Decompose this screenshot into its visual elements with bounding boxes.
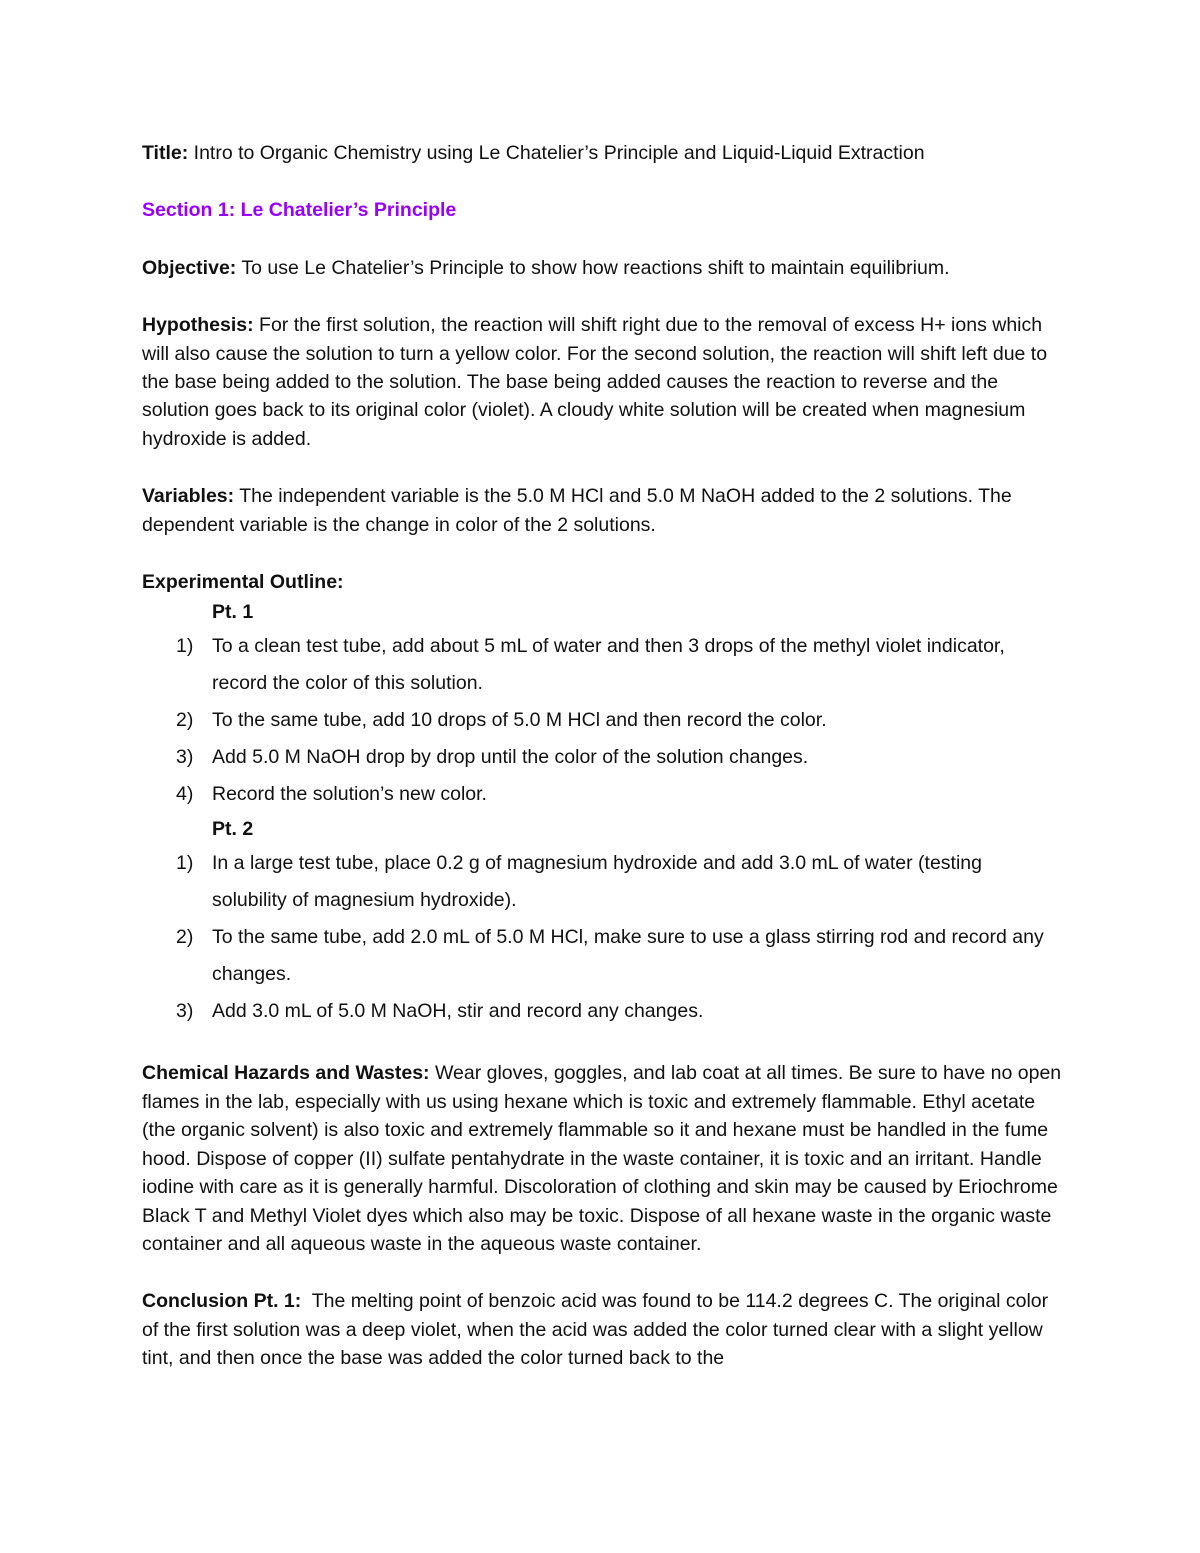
- section-1-heading: Section 1: Le Chatelier’s Principle: [142, 199, 457, 222]
- list-item: [142, 919, 1062, 993]
- part-2-label: Pt. 2: [212, 818, 254, 841]
- hypothesis-text: For the first solution, the reaction will shift right due to the removal of excess H+ ions which will also cause the solution to turn a yellow color. For the second solution, the reaction will shift left due to the base being added to the solution. The base being added causes the reaction to reverse and the solution goes back to its original color (violet). A cloudy white solution will be created when magnesium hydroxide is added.: [142, 314, 1048, 450]
- spacer: [142, 1030, 1062, 1059]
- objective-paragraph: [142, 254, 1062, 282]
- list-item: [142, 776, 1062, 813]
- list-item: [142, 739, 1062, 776]
- step-number: 1): [176, 635, 194, 658]
- step-text: To the same tube, add 2.0 mL of 5.0 M HCl, make sure to use a glass stirring rod and record any changes.: [212, 926, 1044, 986]
- conclusion-1-label: Conclusion Pt. 1:: [142, 1290, 302, 1313]
- step-text: Add 3.0 mL of 5.0 M NaOH, stir and record any changes.: [212, 1000, 704, 1023]
- title-text: Intro to Organic Chemistry using Le Chatelier’s Principle and Liquid-Liquid Extraction: [188, 142, 925, 164]
- conclusion-1-paragraph: [142, 1287, 1062, 1372]
- list-item: [142, 993, 1062, 1030]
- part-1-steps: [142, 628, 1062, 813]
- step-number: 1): [176, 852, 194, 875]
- step-number: 3): [176, 746, 194, 769]
- hazards-text: Wear gloves, goggles, and lab coat at all times. Be sure to have no open flames in the lab, especially with us using hexane which is toxic and extremely flammable. Ethyl acetate (the organic solvent) is also toxic and extremely flammable so it and hexane must be handled in the fume hood. Dispose of copper (II) sulfate pentahydrate in the waste container, it is toxic and an irritant. Handle iodine with care as it is generally harmful. Discoloration of clothing and skin may be caused by Eriochrome Black T and Methyl Violet dyes which also may be toxic. Dispose of all hexane waste in the organic waste container and all aqueous waste in the aqueous waste container.: [142, 1062, 1062, 1255]
- hypothesis-paragraph: [142, 311, 1062, 453]
- objective-text: To use Le Chatelier’s Principle to show how reactions shift to maintain equilibrium.: [236, 256, 950, 279]
- variables-label: Variables:: [142, 485, 235, 508]
- hazards-label: Chemical Hazards and Wastes:: [142, 1062, 430, 1085]
- title-label: Title:: [142, 142, 189, 164]
- list-item: [142, 845, 1062, 919]
- step-number: 4): [176, 783, 194, 806]
- list-item: [142, 628, 1062, 702]
- document-title: [142, 139, 1062, 167]
- hazards-paragraph: [142, 1059, 1062, 1258]
- step-text: Record the solution’s new color.: [212, 783, 487, 806]
- list-item: [142, 702, 1062, 739]
- variables-paragraph: [142, 482, 1062, 539]
- part-2-steps: [142, 845, 1062, 1030]
- step-number: 2): [176, 709, 194, 732]
- step-text: In a large test tube, place 0.2 g of magnesium hydroxide and add 3.0 mL of water (testing solubility of magnesium hydroxide).: [212, 852, 982, 912]
- step-number: 3): [176, 1000, 194, 1023]
- document-page: [142, 139, 1062, 1373]
- step-text: Add 5.0 M NaOH drop by drop until the color of the solution changes.: [212, 746, 809, 769]
- objective-label: Objective:: [142, 256, 237, 279]
- hypothesis-label: Hypothesis:: [142, 314, 254, 337]
- part-1-label: Pt. 1: [212, 601, 254, 624]
- variables-text: The independent variable is the 5.0 M HCl and 5.0 M NaOH added to the 2 solutions. The dependent variable is the change in color of the 2 solutions.: [142, 485, 1012, 536]
- step-text: To a clean test tube, add about 5 mL of water and then 3 drops of the methyl violet indicator, record the color of this solution.: [212, 635, 1005, 695]
- step-text: To the same tube, add 10 drops of 5.0 M HCl and then record the color.: [212, 709, 827, 732]
- conclusion-1-text: The melting point of benzoic acid was found to be 114.2 degrees C. The original color of the first solution was a deep violet, when the acid was added the color turned clear with a slight yellow tint, and then once the base was added the color turned back to the: [142, 1290, 1054, 1370]
- step-number: 2): [176, 926, 194, 949]
- experimental-outline-heading: Experimental Outline:: [142, 571, 344, 594]
